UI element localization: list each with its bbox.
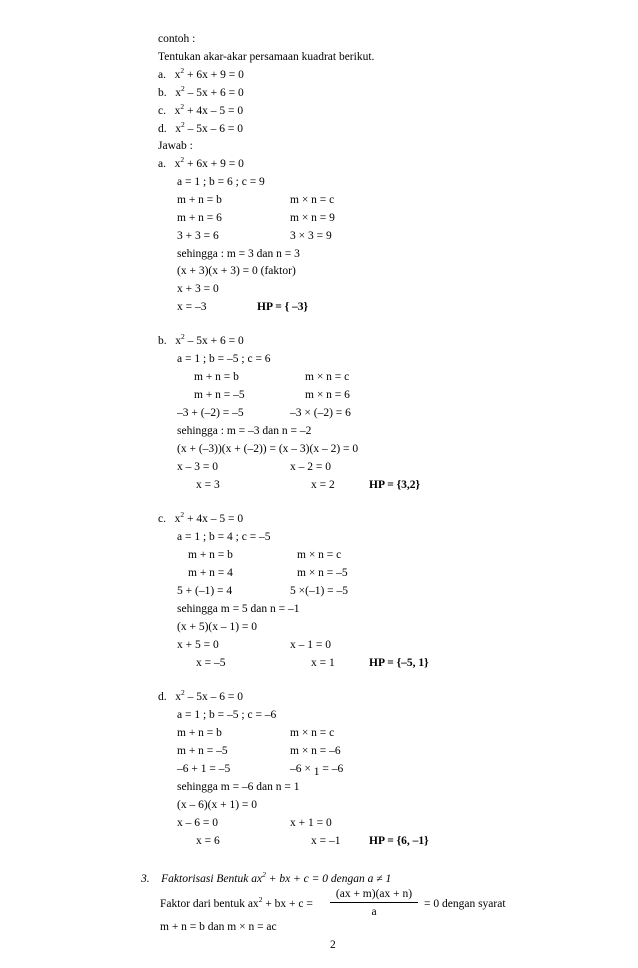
- answer-b-equation: b. $x^2 - 5x + 6 = 0$: [158, 332, 244, 347]
- answer-d-row1-right: m × n = c: [290, 727, 335, 739]
- answer-a-coefficients: a = 1 ; b = 6 ; c = 9: [177, 176, 265, 188]
- section3-factor-line: Faktor dari bentuk $ax^2$ + bx + c =: [160, 895, 313, 910]
- answer-b-sehingga: sehingga : m = –3 dan n = –2: [177, 425, 312, 437]
- answer-b-factor: (x + (–3))(x + (–2)) = (x – 3)(x – 2) = 0: [177, 443, 359, 455]
- section3-fraction-numerator: (ax + m)(ax + n): [335, 888, 413, 900]
- problem-d: d. $x^2 - 5x - 6 = 0$: [158, 120, 243, 135]
- answer-d-sehingga: sehingga m = –6 dan n = 1: [177, 781, 300, 793]
- jawab-label: Jawab :: [158, 140, 193, 152]
- answer-b-row2-left: m + n = –5: [194, 389, 245, 401]
- answer-b-x2-left: x = 3: [196, 479, 220, 491]
- section3-heading: 3. Faktorisasi Bentuk $ax^2$ + bx + c = 0 dengan a ≠ 1: [141, 870, 392, 885]
- answer-a-sehingga: sehingga : m = 3 dan n = 3: [177, 248, 300, 260]
- answer-d-row3-right: –6 × 1 = –6: [290, 763, 344, 778]
- answer-a-row3-right: 3 × 3 = 9: [290, 230, 332, 242]
- answer-d-x1-left: x – 6 = 0: [177, 817, 218, 829]
- answer-c-hp: HP = {–5, 1}: [369, 657, 429, 669]
- answer-c-x2-left: x = –5: [196, 657, 226, 669]
- answer-b-row2-right: m × n = 6: [305, 389, 350, 401]
- answer-c-row1-left: m + n = b: [188, 549, 233, 561]
- answer-d-row2-left: m + n = –5: [177, 745, 228, 757]
- answer-c-row2-right: m × n = –5: [297, 567, 348, 579]
- answer-b-coefficients: a = 1 ; b = –5 ; c = 6: [177, 353, 271, 365]
- answer-d-row3-left: –6 + 1 = –5: [177, 763, 231, 775]
- answer-c-row3-right: 5 ×(–1) = –5: [290, 585, 349, 597]
- problem-a: a. $x^2 + 6x + 9 = 0$: [158, 66, 244, 81]
- answer-c-x2-right: x = 1: [311, 657, 335, 669]
- answer-c-equation: c. $x^2 + 4x - 5 = 0$: [158, 510, 244, 525]
- answer-b-x2-right: x = 2: [311, 479, 335, 491]
- answer-b-x1-left: x – 3 = 0: [177, 461, 218, 473]
- answer-a-factor: (x + 3)(x + 3) = 0 (faktor): [177, 265, 296, 277]
- answer-b-row1-right: m × n = c: [305, 371, 350, 383]
- answer-a-row3-left: 3 + 3 = 6: [177, 230, 219, 242]
- answer-a-x1: x + 3 = 0: [177, 283, 219, 295]
- answer-d-row1-left: m + n = b: [177, 727, 222, 739]
- answer-a-x2: x = –3: [177, 301, 207, 313]
- answer-d-equation: d. $x^2 - 5x - 6 = 0$: [158, 688, 243, 703]
- answer-b-row1-left: m + n = b: [194, 371, 239, 383]
- answer-c-row3-left: 5 + (–1) = 4: [177, 585, 233, 597]
- answer-d-x2-left: x = 6: [196, 835, 220, 847]
- problem-c: c. $x^2 + 4x - 5 = 0$: [158, 102, 244, 117]
- answer-d-coefficients: a = 1 ; b = –5 ; c = –6: [177, 709, 277, 721]
- answer-c-coefficients: a = 1 ; b = 4 ; c = –5: [177, 531, 271, 543]
- answer-c-x1-left: x + 5 = 0: [177, 639, 219, 651]
- answer-c-sehingga: sehingga m = 5 dan n = –1: [177, 603, 300, 615]
- answer-d-factor: (x – 6)(x + 1) = 0: [177, 799, 258, 811]
- problem-b: b. $x^2 - 5x + 6 = 0$: [158, 84, 244, 99]
- answer-d-hp: HP = {6, –1}: [369, 835, 429, 847]
- answer-c-x1-right: x – 1 = 0: [290, 639, 331, 651]
- answer-a-row2-left: m + n = 6: [177, 212, 222, 224]
- answer-a-equation: a. $x^2 + 6x + 9 = 0$: [158, 155, 244, 170]
- answer-a-row2-right: m × n = 9: [290, 212, 335, 224]
- section3-fraction-bar: [330, 902, 418, 903]
- answer-d-x1-right: x + 1 = 0: [290, 817, 332, 829]
- answer-d-row2-right: m × n = –6: [290, 745, 341, 757]
- answer-b-row3-right: –3 × (–2) = 6: [290, 407, 351, 419]
- answer-b-x1-right: x – 2 = 0: [290, 461, 331, 473]
- contoh-label: contoh :: [158, 33, 196, 45]
- section3-condition-end: = 0 dengan syarat: [424, 898, 506, 910]
- answer-a-hp: HP = { –3}: [257, 301, 309, 313]
- answer-d-x2-right: x = –1: [311, 835, 341, 847]
- section3-fraction-denominator: a: [371, 906, 377, 918]
- answer-a-row1-right: m × n = c: [290, 194, 335, 206]
- answer-c-row1-right: m × n = c: [297, 549, 342, 561]
- instruction-text: Tentukan akar-akar persamaan kuadrat berikut.: [158, 51, 375, 63]
- answer-c-factor: (x + 5)(x – 1) = 0: [177, 621, 258, 633]
- page-number: 2: [330, 939, 336, 951]
- answer-b-row3-left: –3 + (–2) = –5: [177, 407, 244, 419]
- answer-c-row2-left: m + n = 4: [188, 567, 233, 579]
- answer-b-hp: HP = {3,2}: [369, 479, 421, 491]
- answer-a-row1-left: m + n = b: [177, 194, 222, 206]
- section3-condition: m + n = b dan m × n = ac: [160, 921, 277, 933]
